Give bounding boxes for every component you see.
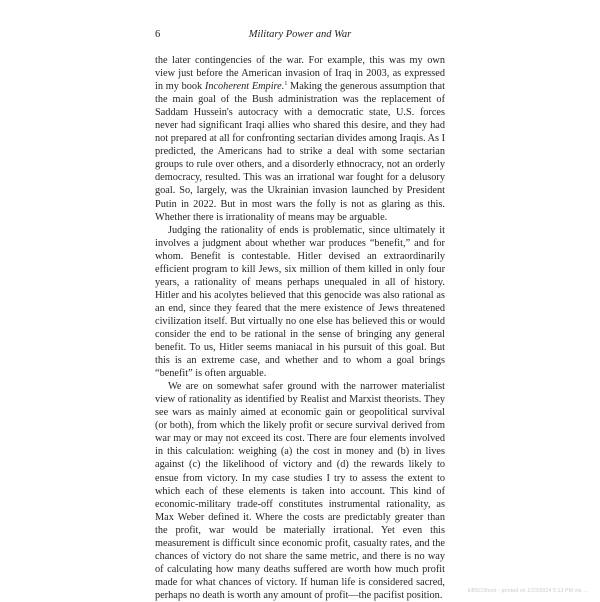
book-title-incoherent-empire: Incoherent Empire. <box>204 81 285 93</box>
download-watermark: EBSCOhost - printed on 1/23/2024 5:13 PM via ... <box>467 588 588 594</box>
running-head <box>155 27 445 43</box>
paragraph-1-text-b: Making the generous assumption that the main goal of the Bush administration was the replacement of Saddam Hussein's autocracy with a democratic state, U.S. forces never had significant Iraqi allies who shared this desire, and they had not prepared at all for confronting sectarian divides among Iraqis. As I predicted, the Americans had to strike a deal with some sectarian groups to rule over others, and a disorderly ethnocracy, not an orderly democracy, resulted. This was an irrational war fought for a delusory goal. So, largely, was the Ukrainian invasion launched by President Putin in 2022. But in most wars the folly is not as glaring as this. Whether there is irrationality of means may be arguable. <box>155 81 445 223</box>
body-text <box>155 54 445 602</box>
endnote-marker[interactable]: 1 <box>284 81 288 88</box>
running-title: Military Power and War <box>248 29 352 40</box>
page-number: 6 <box>155 29 161 40</box>
paragraph-2: Judging the rationality of ends is problematic, since ultimately it involves a judgment about whether war produces “benefit,” and for whom. Benefit is contestable. Hitler devised an extraordinarily efficient program to kill Jews, six million of them killed in only four years, a rationality of means perhaps unequaled in all of history. Hitler and his acolytes believed that this genocide was also rational as an end, since they feared that the mere existence of Jews threatened civilization itself. But virtually no one else has believed this or would consider the end to be rational in the sense of bringing any general benefit. To us, Hitler seems maniacal in his pursuit of this goal. But this is an extreme case, and whether and to whom a goal brings “benefit” is often arguable. <box>155 224 445 380</box>
paragraph-3: We are on somewhat safer ground with the narrower materialist view of rationality as identified by Realist and Marxist theorists. They see wars as mainly aimed at economic gain or geopolitical survival (or both), from which the likely profit or secure survival derived from war may or may not exceed its cost. There are four elements involved in this calculation: weighing (a) the cost in money and (b) in lives against (c) the likelihood of victory and (d) the rewards likely to ensue from victory. In my case studies I try to assess the extent to which each of these elements is taken into account. This kind of economic-military trade-off constitutes instrumental rationality, as Max Weber defined it. Where the costs are predictably greater than the profit, war would be materially irrational. Yet even this measurement is difficult since economic profit, casualty rates, and the chances of victory do not share the same metric, and there is no way of calculating how many deaths suffered are worth how much profit made for what chances of victory. If human life is considered sacred, perhaps no death is worth any amount of profit—the pacifist position. <box>155 381 445 601</box>
paragraph-1 <box>155 54 445 224</box>
paragraph-1-text-a: the later contingencies of the war. For example, this was my own view just before the American invasion of Iraq in 2003, as expressed in my book <box>155 55 445 93</box>
